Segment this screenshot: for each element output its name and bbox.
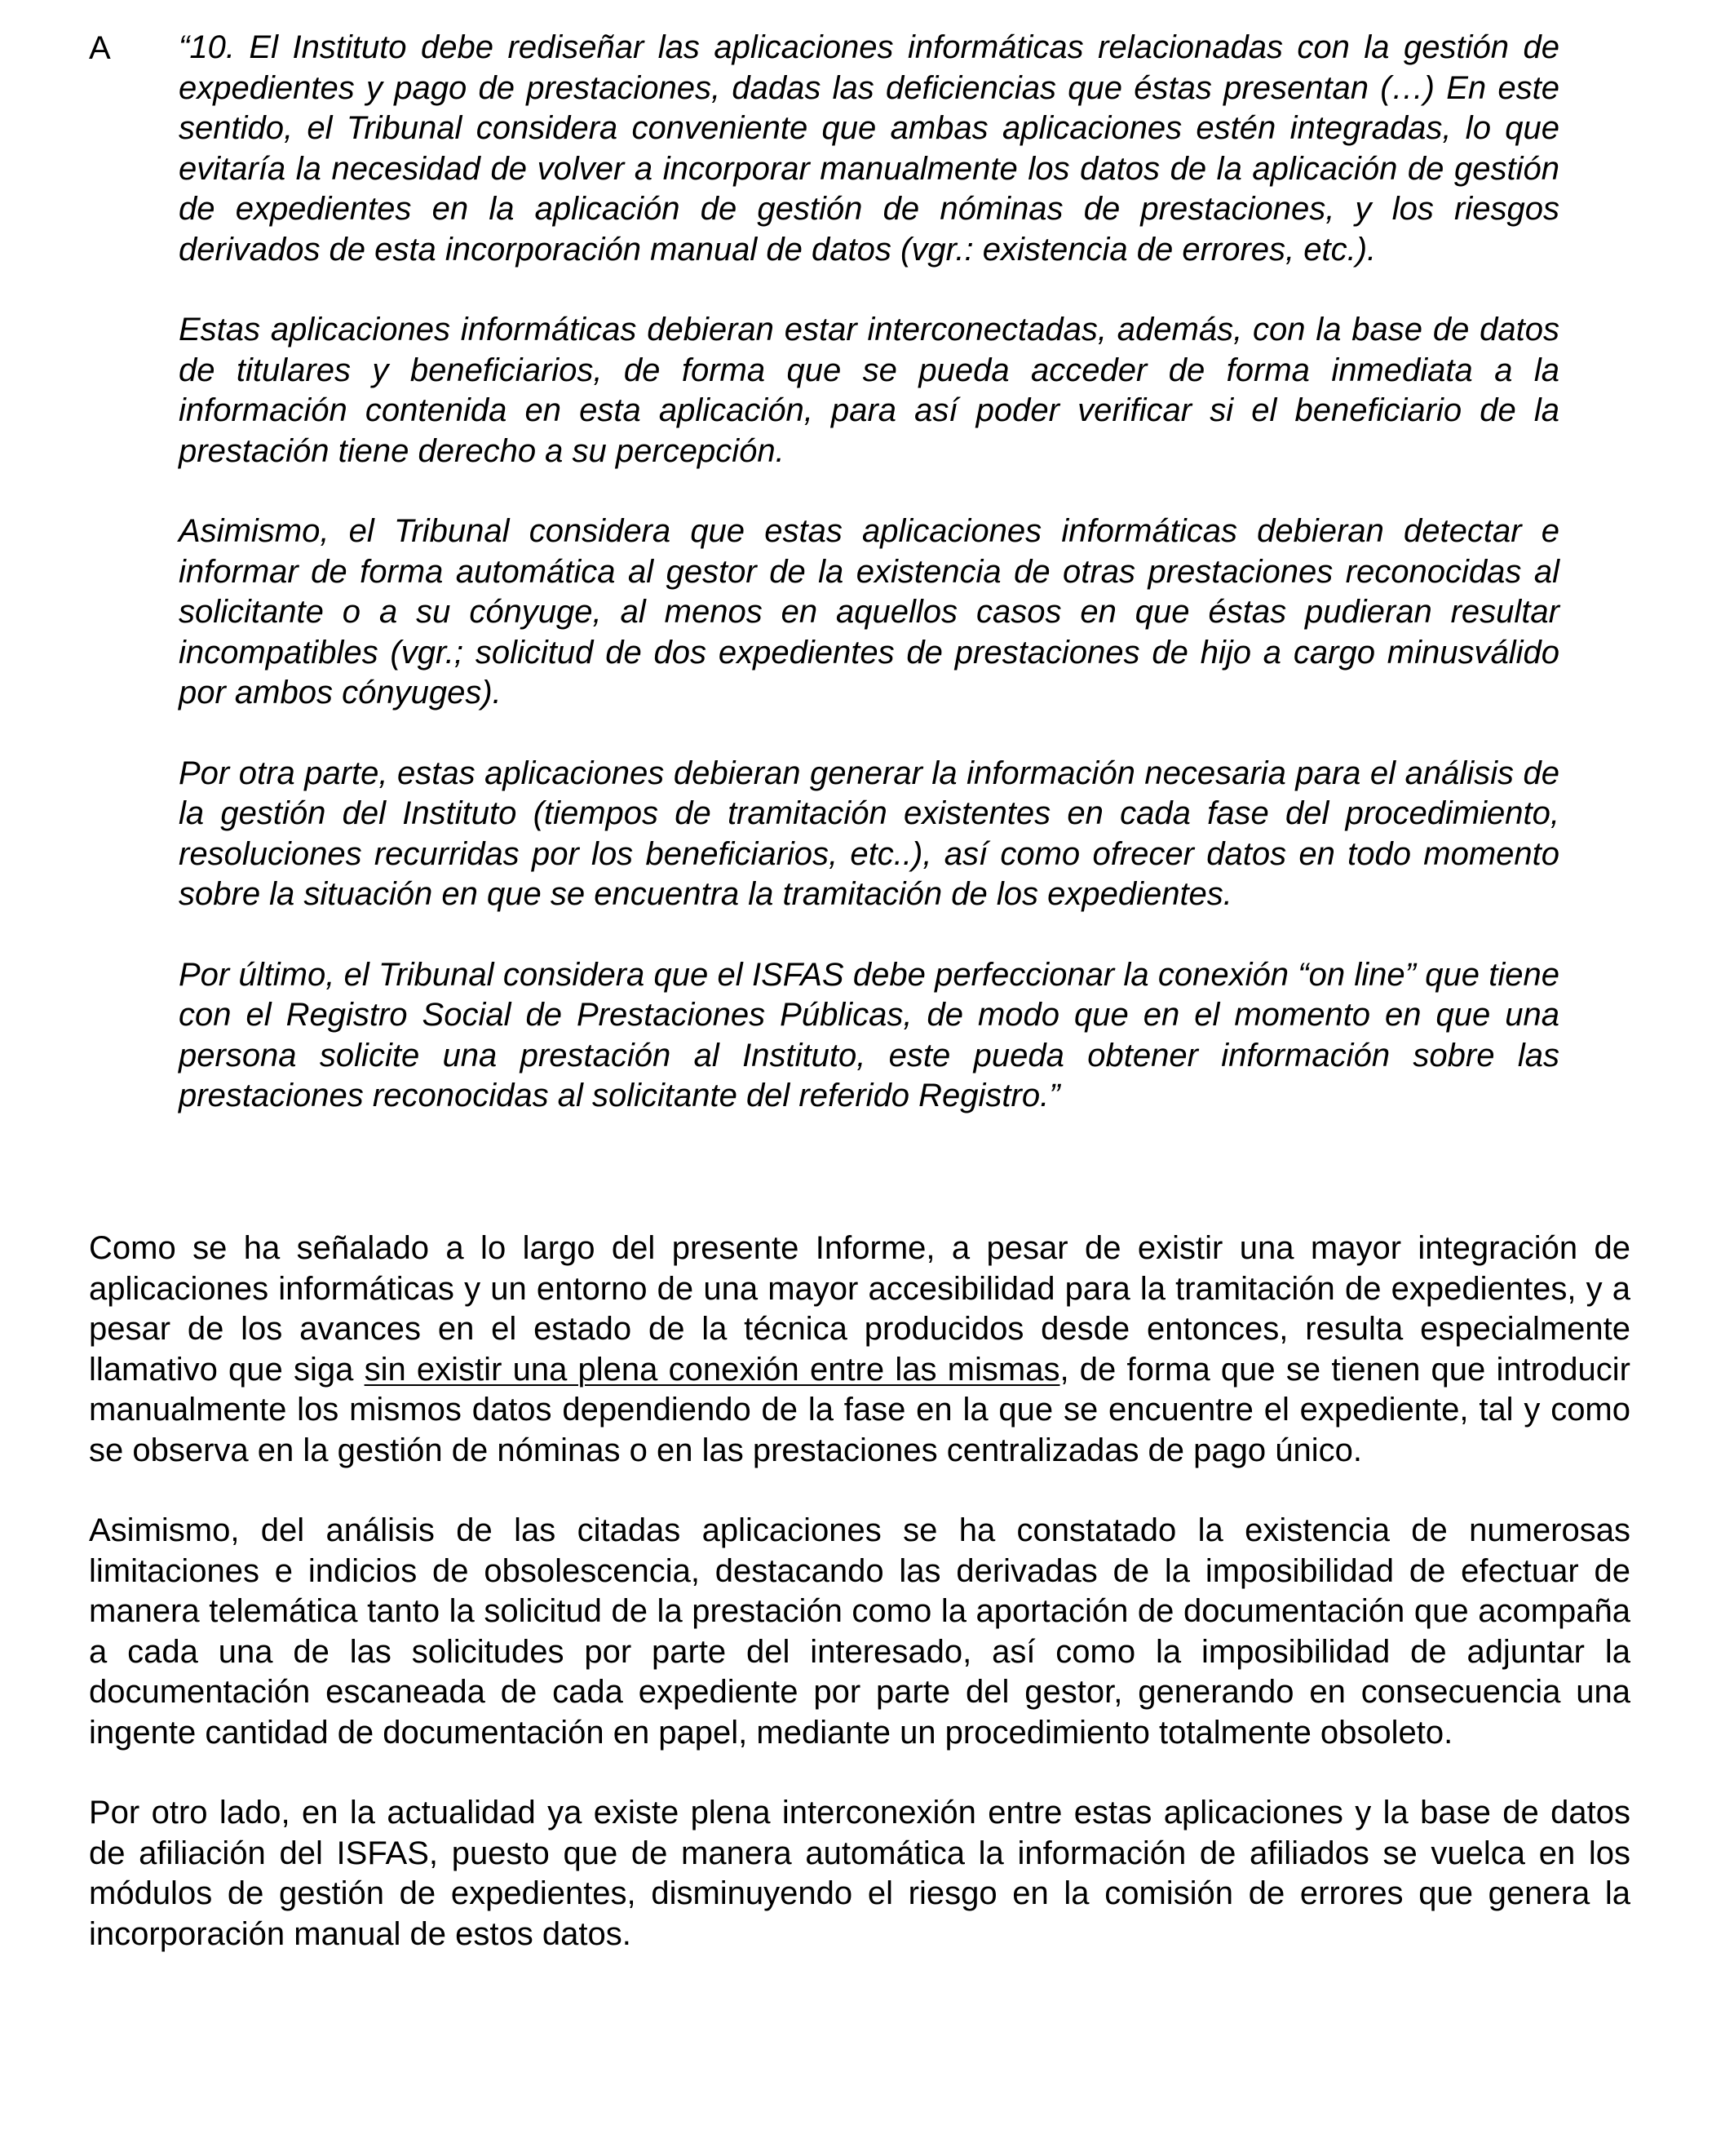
body-paragraph-1-end: , de forma que se tienen que introducir manualmente los mismos datos dependiendo de la fase en la que se encuentre el expediente, tal y como se observa en la gestión de nóminas o en las prestaciones centralizadas de pago único. [89, 1351, 1630, 1468]
quote-paragraph-1: “10. El Instituto debe rediseñar las aplicaciones informáticas relacionadas con la gestión de expedientes y pago de prestaciones, dadas las deficiencias que éstas presentan (…) En este sentido, el Tribunal considera conveniente que ambas aplicaciones estén integradas, lo que evitaría la necesidad de volver a incorporar manualmente los datos de la aplicación de gestión de expedientes en la aplicación de gestión de nóminas de prestaciones, y los riesgos derivados de esta incorporación manual de datos (vgr.: existencia de errores, etc.). [179, 29, 1559, 268]
body-paragraph-2: Asimismo, del análisis de las citadas aplicaciones se ha constatado la existencia de numerosas limitaciones e indicios de obsolescencia, destacando las derivadas de la imposibilidad de efectuar de manera telemática tanto la solicitud de la prestación como la aportación de documentación que acompaña a cada una de las solicitudes por parte del interesado, así como la imposibilidad de adjuntar la documentación escaneada de cada expediente por parte del gestor, generando en consecuencia una ingente cantidad de documentación en papel, mediante un procedimiento totalmente obsoleto. [89, 1512, 1630, 1751]
body-text [89, 1229, 1630, 1955]
body-paragraph-1 [89, 1229, 1630, 1471]
section-marker: A [89, 30, 111, 66]
underlined-phrase: sin existir una plena conexión entre las mismas [364, 1351, 1060, 1388]
body-paragraph-3: Por otro lado, en la actualidad ya existe plena interconexión entre estas aplicaciones y la base de datos de afiliación del ISFAS, puesto que de manera automática la información de afiliados se vuelca en los módulos de gestión de expedientes, disminuyendo el riesgo en la comisión de errores que genera la incorporación manual de estos datos. [89, 1795, 1630, 1952]
quote-paragraph-2: Estas aplicaciones informáticas debieran estar interconectadas, además, con la base de datos de titulares y beneficiarios, de forma que se pueda acceder de forma inmediata a la información contenida en esta aplicación, para así poder verificar si el beneficiario de la prestación tiene derecho a su percepción. [179, 312, 1559, 469]
quoted-recommendation [179, 28, 1559, 1117]
quote-paragraph-3: Asimismo, el Tribunal considera que estas aplicaciones informáticas debieran detectar e informar de forma automática al gestor de la existencia de otras prestaciones reconocidas al solicitante o a su cónyuge, al menos en aquellos casos en que éstas pudieran resultar incompatibles (vgr.; solicitud de dos expedientes de prestaciones de hijo a cargo minusválido por ambos cónyuges). [179, 513, 1559, 711]
body-paragraph-1-start: Como se ha señalado a lo largo del presente Informe, a pesar de existir una mayor integración de aplicaciones informáticas y un entorno de una mayor accesibilidad para la tramitación de expedientes, y a pesar de los avances en el estado de la técnica producidos desde entonces, resulta especialmente llamativo que siga [89, 1230, 1630, 1388]
quote-paragraph-4: Por otra parte, estas aplicaciones debieran generar la información necesaria para el análisis de la gestión del Instituto (tiempos de tramitación existentes en cada fase del procedimiento, resoluciones recurridas por los beneficiarios, etc..), así como ofrecer datos en todo momento sobre la situación en que se encuentra la tramitación de los expedientes. [179, 755, 1559, 912]
quote-paragraph-5: Por último, el Tribunal considera que el ISFAS debe perfeccionar la conexión “on line” que tiene con el Registro Social de Prestaciones Públicas, de modo que en el momento en que una persona solicite una prestación al Instituto, este pueda obtener información sobre las prestaciones reconocidas al solicitante del referido Registro.” [179, 956, 1559, 1113]
